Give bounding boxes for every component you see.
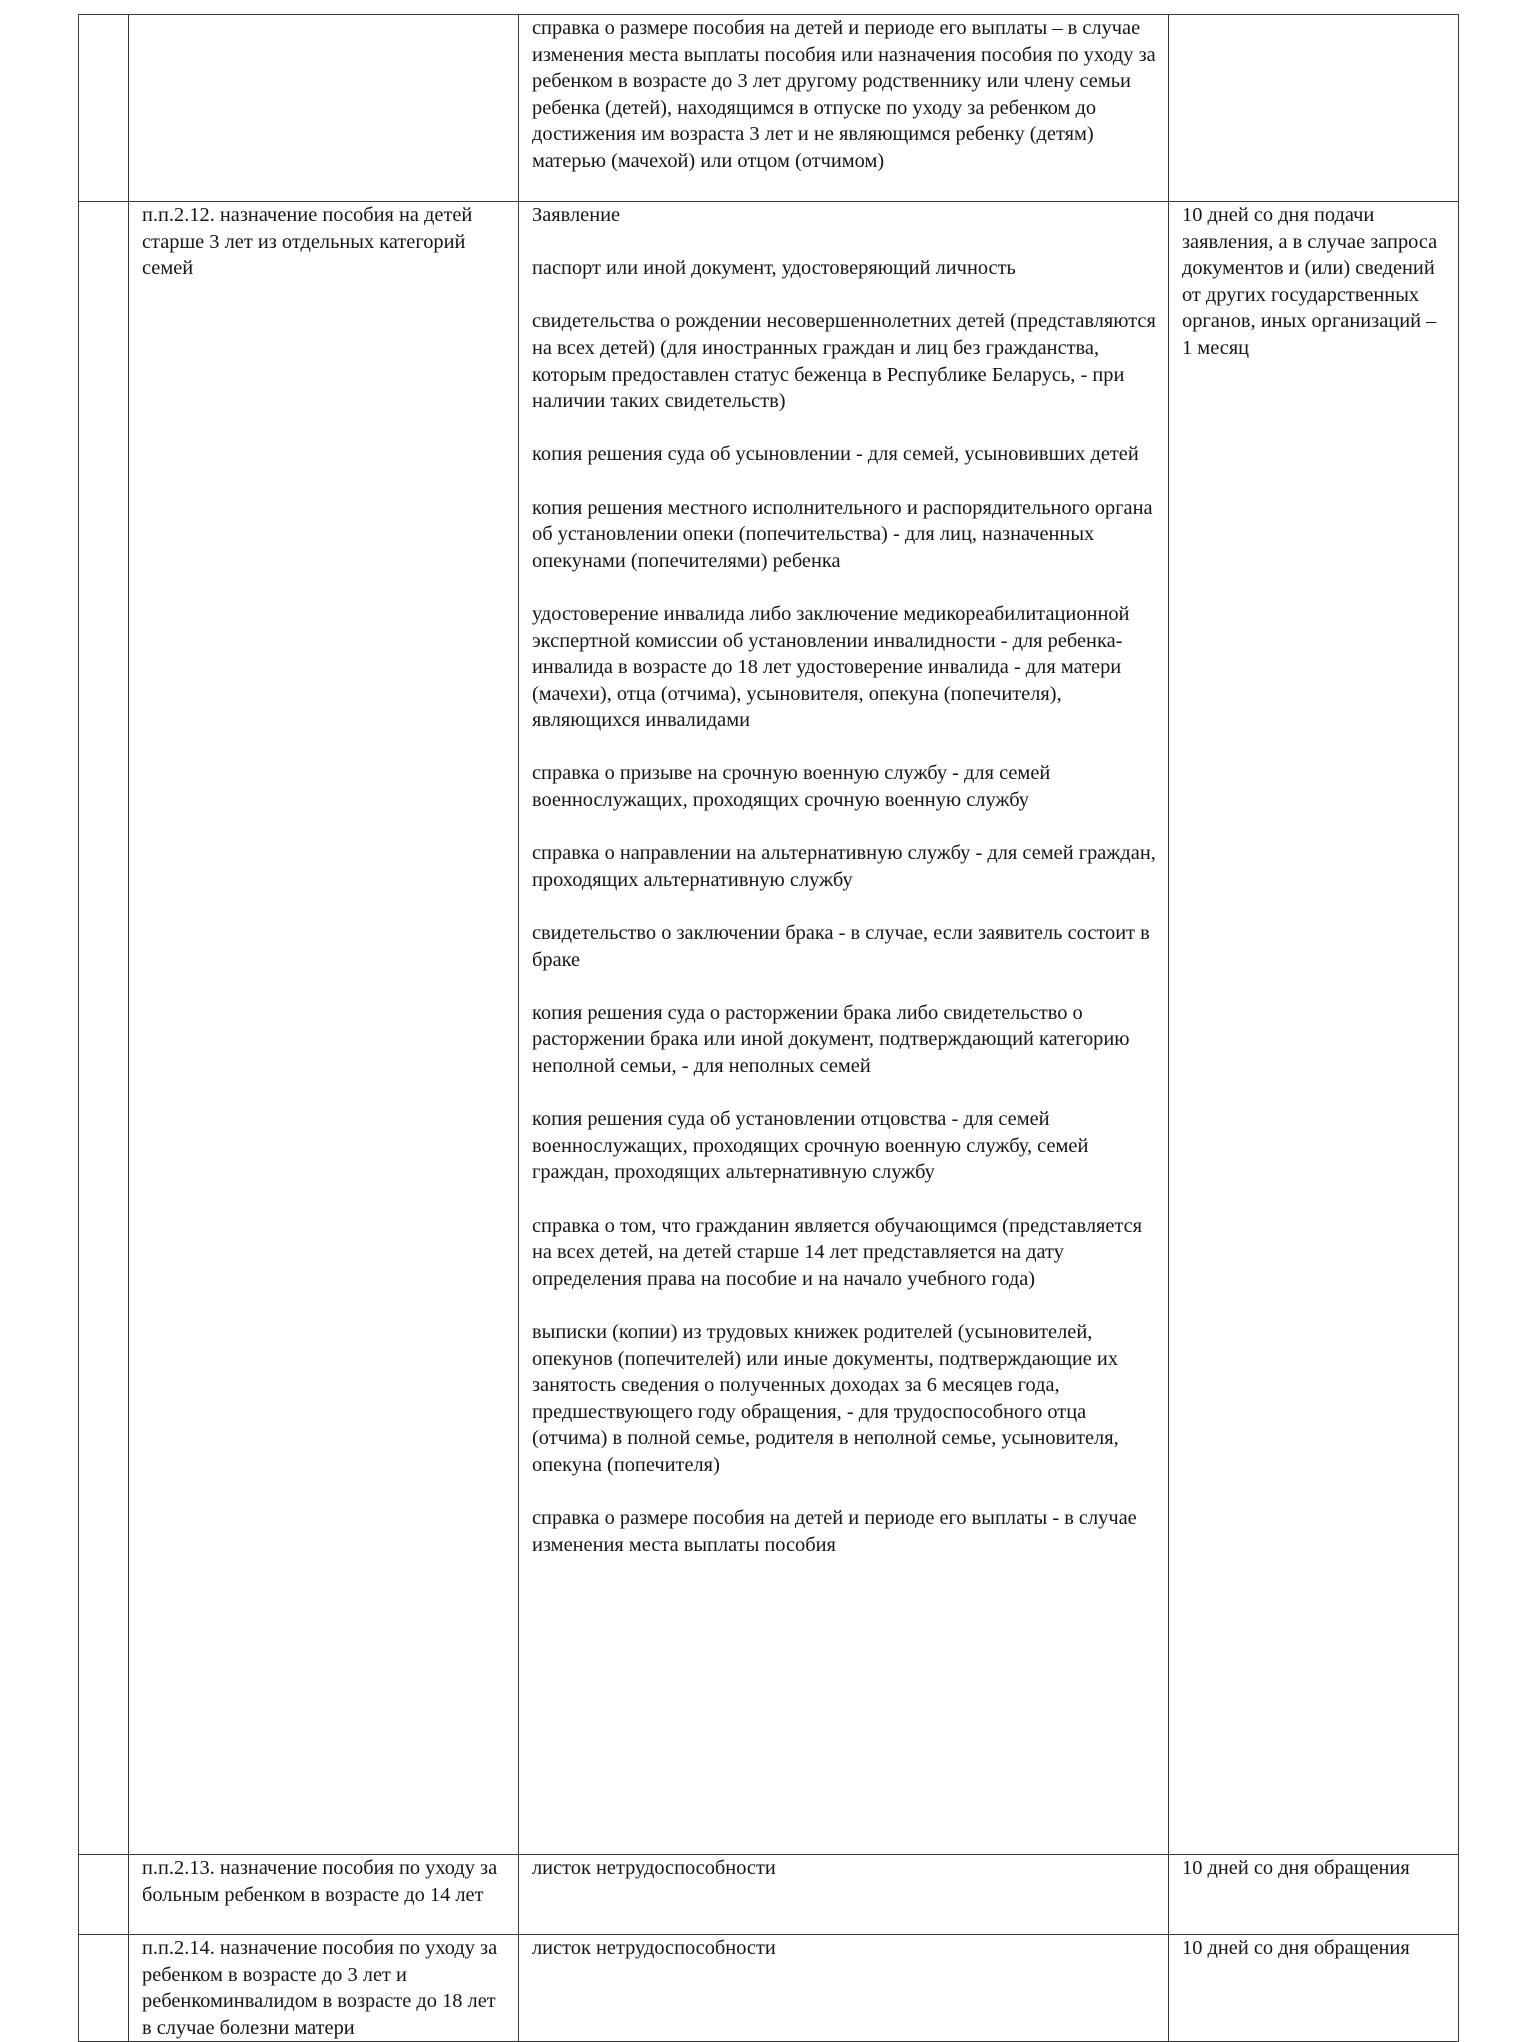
term-cell: 10 дней со дня подачи заявления, а в случае запроса документов и (или) сведений от других государственных органов, иных организаций – 1 месяц: [1169, 202, 1459, 1855]
document-item: удостоверение инвалида либо заключение медикореабилитационной экспертной комиссии об установлении инвалидности - для ребенка-инвалида в возрасте до 18 лет удостоверение инвалида - для матери (мачехи), отца (отчима), усыновителя, опекуна (попечителя), являющихся инвалидами: [532, 602, 1130, 732]
document-item: выписки (копии) из трудовых книжек родителей (усыновителей, опекунов (попечителей) или иные документы, подтверждающие их занятость сведения о полученных доходах за 6 месяцев года, предшествующего году обращения, - для трудоспособного отца (отчима) в полной семье, родителя в неполной семье, усыновителя, опекуна (попечителя): [532, 1320, 1119, 1476]
document-item: справка о призыве на срочную военную службу - для семей военнослужащих, проходящих срочную военную службу: [532, 762, 1051, 812]
table-row: [79, 202, 1459, 1855]
document-item: листок нетрудоспособности: [532, 1937, 776, 1959]
table-row: [79, 15, 1459, 202]
service-name-cell: п.п.2.12. назначение пособия на детей старше 3 лет из отдельных категорий семей: [129, 202, 519, 1855]
term-cell: 10 дней со дня обращения: [1169, 1935, 1459, 2042]
document-item: справка о размере пособия на детей и периоде его выплаты - в случае изменения места выплаты пособия: [532, 1507, 1137, 1556]
documents-cell: [519, 15, 1169, 202]
document-item: копия решения суда об усыновлении - для семей, усыновивших детей: [532, 443, 1139, 466]
term-cell: [1169, 15, 1459, 202]
service-name-cell: п.п.2.13. назначение пособия по уходу за больным ребенком в возрасте до 14 лет: [129, 1855, 519, 1935]
document-item: копия решения местного исполнительного и распорядительного органа об установлении опеки (попечительства) - для лиц, назначенных опекунами (попечителями) ребенка: [532, 496, 1153, 572]
row-number-cell: [79, 202, 129, 1855]
document-item: свидетельство о заключении брака - в случае, если заявитель состоит в браке: [532, 922, 1150, 971]
document-item: копия решения суда о расторжении брака либо свидетельство о расторжении брака или иной документ, подтверждающий категорию неполной семьи, - для неполных семей: [532, 1001, 1130, 1077]
row-number-cell: [79, 1855, 129, 1935]
document-item: справка о том, что гражданин является обучающимся (представляется на всех детей, на детей старше 14 лет представляется на дату определения права на пособие и на начало учебного года): [532, 1214, 1143, 1290]
document-item: Заявление: [532, 204, 621, 226]
documents-cell: [519, 202, 1169, 1855]
term-cell: 10 дней со дня обращения: [1169, 1855, 1459, 1935]
document-page: [78, 14, 1458, 2042]
document-item: листок нетрудоспособности: [532, 1857, 776, 1879]
documents-cell: [519, 1935, 1169, 2042]
documents-cell: [519, 1855, 1169, 1935]
document-item: справка о размере пособия на детей и периоде его выплаты – в случае изменения места выплаты пособия или назначения пособия по уходу за ребенком в возрасте до 3 лет другому родственнику или члену семьи ребенка (детей), находящимся в отпуске по уходу за ребенком до достижения им возраста 3 лет и не являющимся ребенку (детям) матерью (мачехой) или отцом (отчимом): [532, 17, 1156, 172]
procedures-table: [78, 14, 1459, 2042]
document-item: паспорт или иной документ, удостоверяющий личность: [532, 257, 1016, 280]
row-number-cell: [79, 15, 129, 202]
table-row: [79, 1935, 1459, 2042]
document-item: копия решения суда об установлении отцовства - для семей военнослужащих, проходящих срочную военную службу, семей граждан, проходящих альтернативную службу: [532, 1108, 1089, 1184]
service-name-cell: п.п.2.14. назначение пособия по уходу за ребенком в возрасте до 3 лет и ребенкоминвалидом в возрасте до 18 лет в случае болезни матери: [129, 1935, 519, 2042]
service-name-cell: [129, 15, 519, 202]
row-number-cell: [79, 1935, 129, 2042]
table-row: [79, 1855, 1459, 1935]
document-item: справка о направлении на альтернативную службу - для семей граждан, проходящих альтернативную службу: [532, 842, 1156, 891]
document-item: свидетельства о рождении несовершеннолетних детей (представляются на всех детей) (для иностранных граждан и лиц без гражданства, которым предоставлен статус беженца в Республике Беларусь, - при наличии таких свидетельств): [532, 310, 1156, 413]
